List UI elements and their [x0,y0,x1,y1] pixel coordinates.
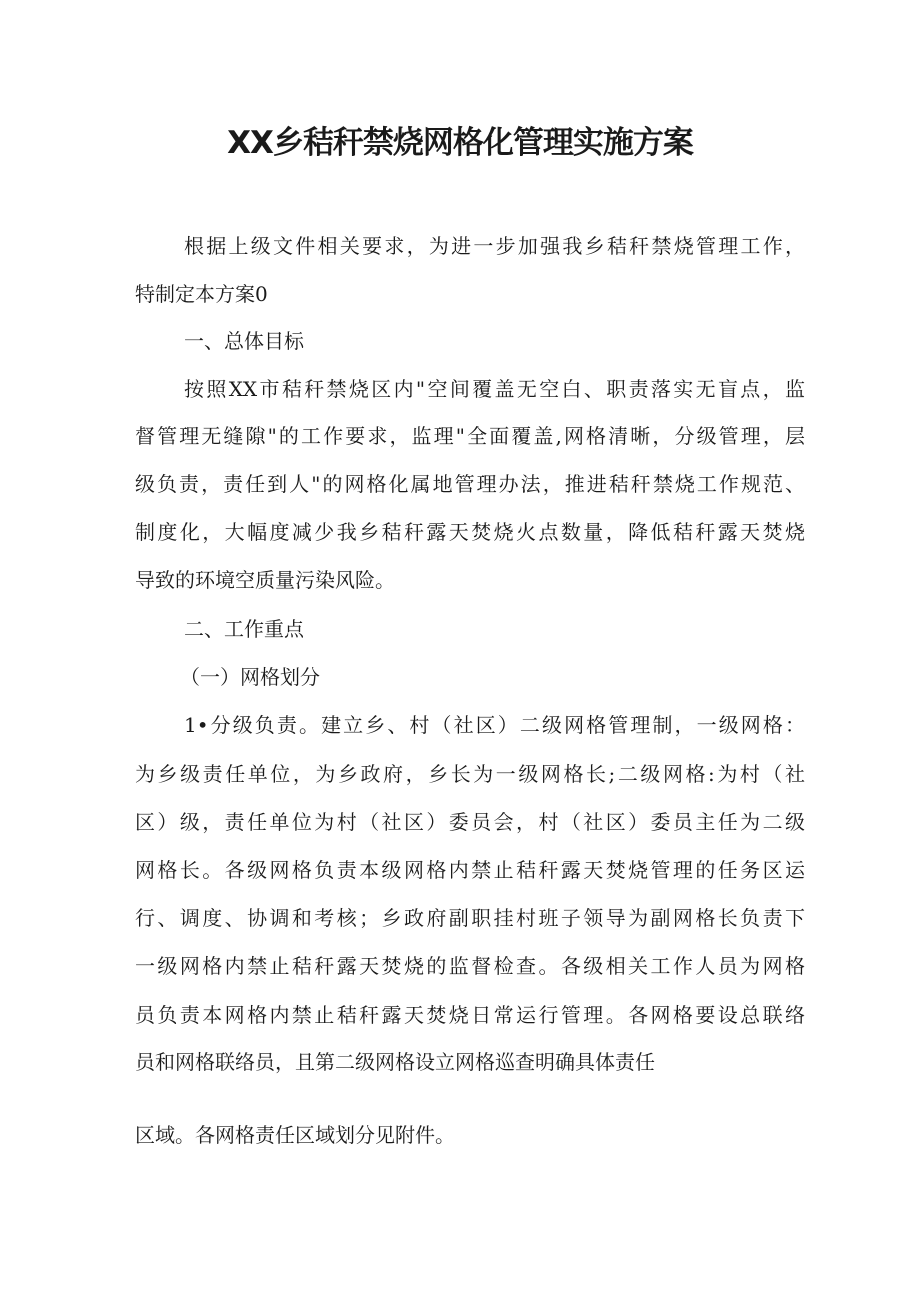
section-2-line-9: 区域。各网格责任区域划分见附件。 [135,1123,455,1147]
section-1-line-2: 督管理无缝隙"的工作要求，监理"全面覆盖,网格清晰，分级管理，层 [135,424,805,448]
intro-line-2: 特制定本方案0 [135,282,268,306]
section-2-heading: 二、工作重点 [184,617,304,641]
section-2-subheading: （一）网格划分 [180,665,320,689]
section-2-line-8: 员和网格联络员，且第二级网格设立网格巡查明确具体责任 [135,1050,655,1074]
section-1-line-4: 制度化，大幅度减少我乡秸秆露天焚烧火点数量，降低秸秆露天焚烧 [135,520,805,544]
section-2-line-5: 行、调度、协调和考核；乡政府副职挂村班子领导为副网格长负责下 [135,906,805,930]
section-2-line-6: 一级网格内禁止秸秆露天焚烧的监督检查。各级相关工作人员为网格 [135,954,805,978]
section-2-line-2: 为乡级责任单位，为乡政府，乡长为一级网格长;二级网格:为村（社 [135,762,805,786]
intro-line-1: 根据上级文件相关要求，为进一步加强我乡秸秆禁烧管理工作， [184,234,805,258]
section-2-line-3: 区）级，责任单位为村（社区）委员会，村（社区）委员主任为二级 [135,810,805,834]
section-2-line-7: 员负责本网格内禁止秸秆露天焚烧日常运行管理。各网格要设总联络 [135,1003,805,1027]
section-1-line-5: 导致的环境空质量污染风险。 [135,568,395,592]
section-1-line-3: 级负责，责任到人"的网格化属地管理办法，推进秸秆禁烧工作规范、 [135,472,805,496]
document-title: XX乡秸秆禁烧网格化管理实施方案 [227,125,693,161]
section-1-heading: 一、总体目标 [184,329,304,353]
section-2-line-1: 1•分级负责。建立乡、村（社区）二级网格管理制，一级网格： [184,713,805,737]
section-1-line-1: 按照XX市秸秆禁烧区内"空间覆盖无空白、职责落实无盲点，监 [184,377,805,401]
section-2-line-4: 网格长。各级网格负责本级网格内禁止秸秆露天焚烧管理的任务区运 [135,858,805,882]
